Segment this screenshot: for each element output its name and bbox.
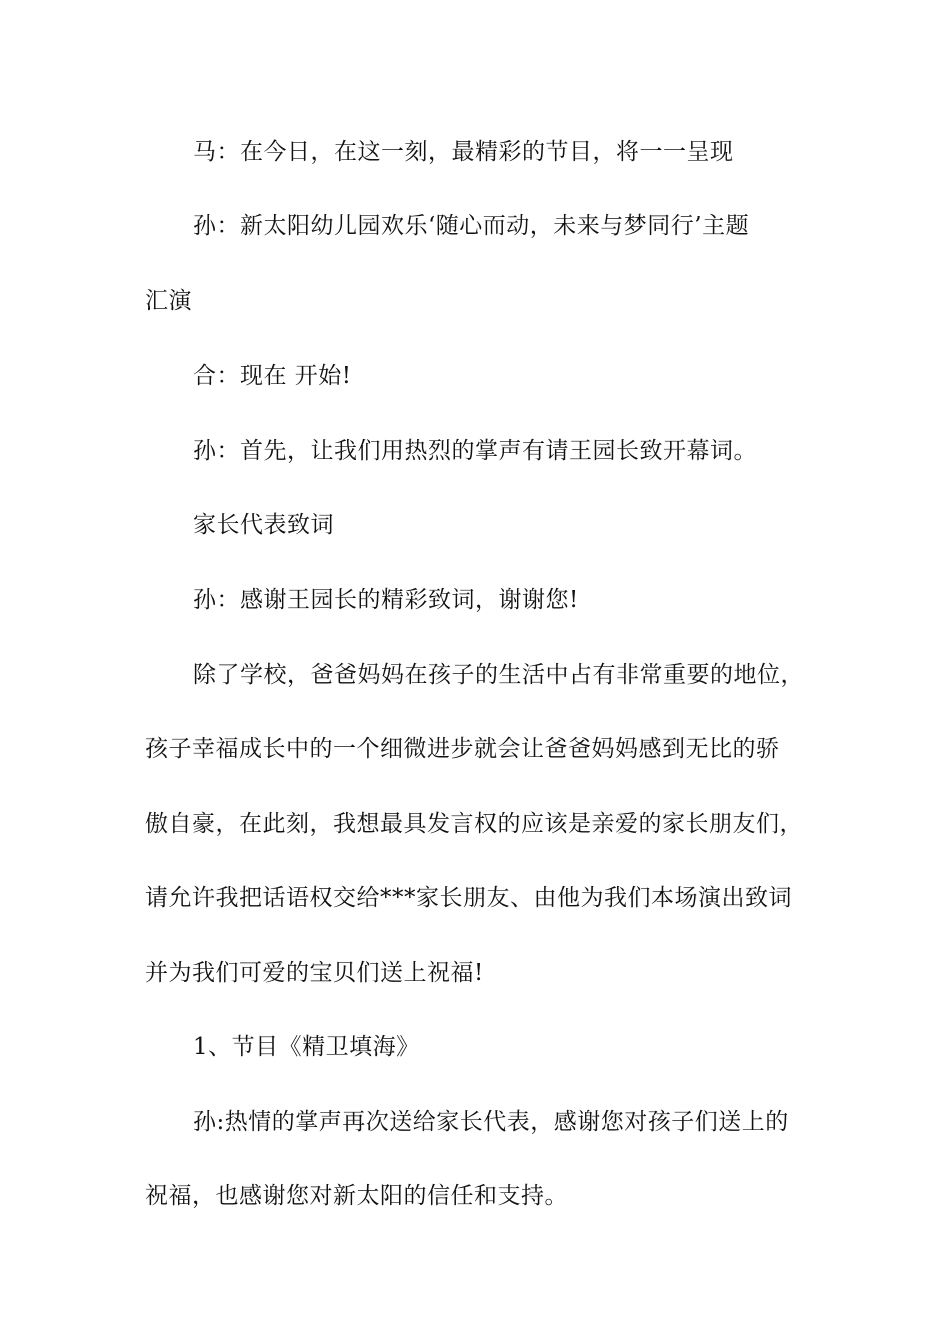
text-line: 请允许我把话语权交给***家长朋友、由他为我们本场演出致词 xyxy=(145,885,792,911)
program-item: 1、节目《精卫填海》 xyxy=(193,1034,420,1060)
text-line: 孩子幸福成长中的一个细微进步就会让爸爸妈妈感到无比的骄 xyxy=(145,736,780,762)
text-line: 除了学校，爸爸妈妈在孩子的生活中占有非常重要的地位， xyxy=(193,662,804,688)
text-line: 傲自豪，在此刻，我想最具发言权的应该是亲爱的家长朋友们， xyxy=(145,811,803,837)
section-heading: 家长代表致词 xyxy=(193,512,334,538)
text-line: 汇演 xyxy=(145,288,192,314)
text-line: 孙:热情的掌声再次送给家长代表，感谢您对孩子们送上的 xyxy=(193,1109,789,1135)
text-line: 祝福，也感谢您对新太阳的信任和支持。 xyxy=(145,1183,568,1209)
text-line: 孙：新太阳幼儿园欢乐‘随心而动，未来与梦同行’主题 xyxy=(193,213,750,239)
text-line: 合：现在 开始! xyxy=(193,363,352,389)
text-line: 马：在今日，在这一刻，最精彩的节目，将一一呈现 xyxy=(193,139,734,165)
text-line: 并为我们可爱的宝贝们送上祝福! xyxy=(145,960,484,986)
text-line: 孙：感谢王园长的精彩致词，谢谢您! xyxy=(193,587,579,613)
text-line: 孙：首先，让我们用热烈的掌声有请王园长致开幕词。 xyxy=(193,438,757,464)
